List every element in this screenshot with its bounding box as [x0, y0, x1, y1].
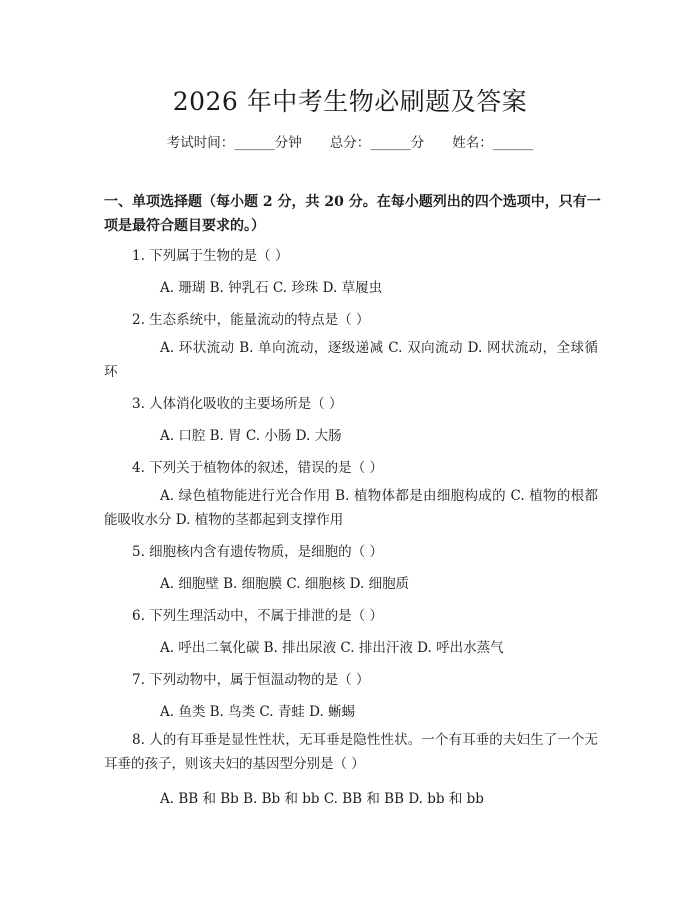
question-options: A. 口腔 B. 胃 C. 小肠 D. 大肠 [160, 428, 342, 444]
question-stem: 6. 下列生理活动中，不属于排泄的是（ ） [132, 608, 383, 624]
page-title: 2026 年中考生物必刷题及答案 [172, 87, 528, 116]
section-heading: 一、单项选择题（每小题 2 分，共 20 分。在每小题列出的四个选项中，只有一项是最符合题目要求的。） [104, 194, 601, 234]
question-stem: 1. 下列属于生物的是（ ） [132, 248, 289, 264]
exam-meta-line [0, 131, 700, 151]
question-options: A. 呼出二氧化碳 B. 排出尿液 C. 排出汗液 D. 呼出水蒸气 [160, 640, 504, 656]
question-options: A. 鱼类 B. 鸟类 C. 青蛙 D. 蜥蜴 [160, 704, 356, 720]
question-options: A. 环状流动 B. 单向流动，逐级递减 C. 双向流动 D. 网状流动，全球循环 [104, 340, 598, 380]
exam-time-field: 考试时间：______分钟 [166, 135, 302, 151]
total-score-field: 总分：______分 [329, 135, 425, 151]
question-stem: 2. 生态系统中，能量流动的特点是（ ） [132, 312, 370, 328]
question-stem: 7. 下列动物中，属于恒温动物的是（ ） [132, 672, 370, 688]
question-stem: 5. 细胞核内含有遗传物质，是细胞的（ ） [132, 544, 383, 560]
student-name-field: 姓名：______ [452, 135, 534, 151]
question-options: A. BB 和 Bb B. Bb 和 bb C. BB 和 BB D. bb 和 bb [160, 791, 484, 807]
question-stem: 3. 人体消化吸收的主要场所是（ ） [132, 396, 343, 412]
question-options: A. 珊瑚 B. 钟乳石 C. 珍珠 D. 草履虫 [160, 280, 383, 296]
question-options: A. 绿色植物能进行光合作用 B. 植物体都是由细胞构成的 C. 植物的根都能吸收水分 D. 植物的茎都起到支撑作用 [104, 488, 598, 528]
question-options: A. 细胞壁 B. 细胞膜 C. 细胞核 D. 细胞质 [160, 576, 410, 592]
question-stem: 8. 人的有耳垂是显性性状，无耳垂是隐性性状。一个有耳垂的夫妇生了一个无耳垂的孩子，则该夫妇的基因型分别是（ ） [104, 732, 598, 772]
question-stem: 4. 下列关于植物体的叙述，错误的是（ ） [132, 460, 383, 476]
